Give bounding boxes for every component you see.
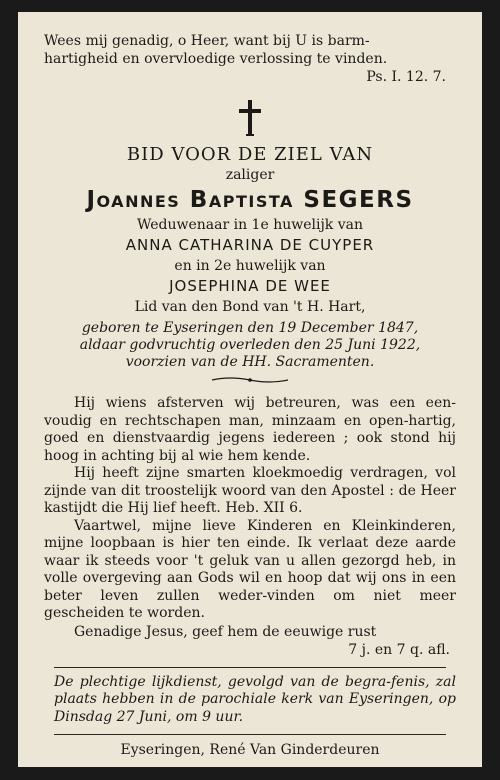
memorial-card	[18, 12, 482, 767]
verse-line-2: hartigheid en overvloedige verlossing te vinden.	[44, 51, 388, 67]
second-wife-name: JOSEPHINA DE WEE	[169, 277, 331, 295]
death-line: aldaar godvruchtig overleden den 25 Juni 1922,	[79, 337, 421, 353]
second-marriage-line: en in 2e huwelijk van	[174, 258, 326, 274]
separator-top	[54, 667, 446, 668]
zaliger-label: zaliger	[225, 167, 275, 183]
first-wife-name: ANNA CATHARINA DE CUYPER	[125, 236, 375, 254]
ornamental-flourish-icon	[210, 375, 290, 385]
biography-paragraph: Vaartwel, mijne lieve Kinderen en Kleinkinderen, mijne loopbaan is hier ten einde. Ik verlaat deze aarde waar ik steeds voor 't geluk van u allen gezorgd heb, in volle overgeving aan Gods wil en hoop dat wij ons in een beter leven zullen weder-vinden om niet meer gescheiden te worden.	[44, 517, 456, 621]
prayer-heading: BID VOOR DE ZIEL VAN	[126, 144, 374, 165]
verse-reference: Ps. I. 12. 7.	[366, 69, 446, 85]
membership-line: Lid van den Bond van 't H. Hart,	[134, 299, 366, 315]
sacraments-line: voorzien van de HH. Sacramenten.	[125, 354, 375, 370]
latin-cross-icon	[235, 98, 265, 138]
prayer-line: Genadige Jesus, geef hem de eeuwige rust	[74, 623, 377, 640]
separator-bottom	[54, 734, 446, 735]
biography-text	[44, 395, 456, 623]
biography-paragraph: Hij heeft zijne smarten kloekmoedig verdragen, vol zijnde van dit troostelijk woord van den Apostel : de Heer kastijdt die Hij lief heeft. Heb. XII 6.	[44, 465, 456, 516]
verse-line-1: Wees mij genadig, o Heer, want bij U is barm-	[44, 33, 370, 49]
widower-line: Weduwenaar in 1e huwelijk van	[136, 217, 364, 233]
birth-line: geboren te Eyseringen den 19 December 1847,	[81, 320, 419, 336]
funeral-notice: De plechtige lijkdienst, gevolgd van de begra-fenis, zal plaats hebben in de parochiale kerk van Eyseringen, op Dinsdag 27 Juni, om 9 uur.	[54, 673, 456, 725]
biography-paragraph: Hij wiens afsterven wij betreuren, was een een-voudig en rechtschapen man, minzaam en open-hartig, goed en dienstvaardig jegens iedereen ; ook stond hij hoog in achting bij al wie hem kende.	[44, 395, 456, 464]
printer-credit: Eyseringen, René Van Ginderdeuren	[120, 742, 380, 758]
deceased-name: Joannes Baptista SEGERS	[86, 187, 414, 213]
indulgence-line: 7 j. en 7 q. afl.	[348, 641, 450, 658]
